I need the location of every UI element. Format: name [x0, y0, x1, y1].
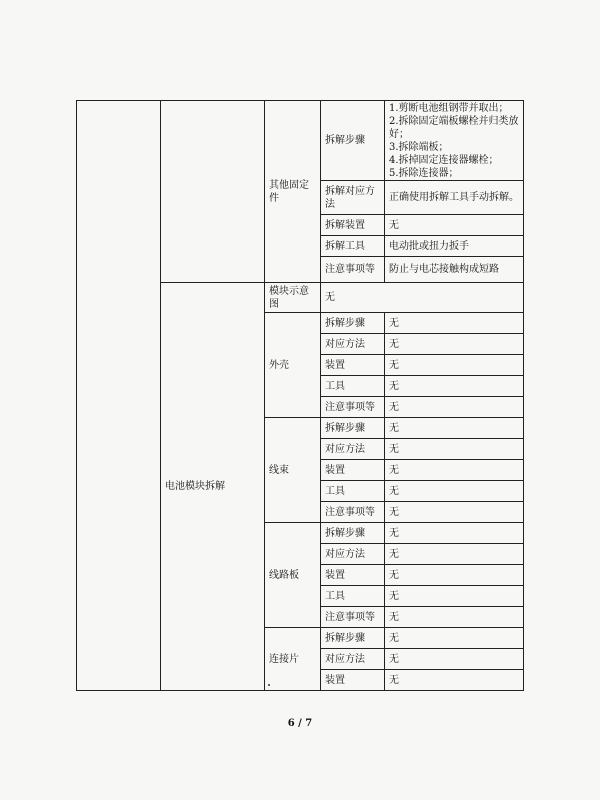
group-name: 线路板 [265, 523, 321, 628]
row-label: 拆解步骤 [321, 628, 385, 649]
row-label: 注意事项等 [321, 502, 385, 523]
disassembly-table [76, 100, 524, 691]
row-label-device: 拆解装置 [321, 215, 385, 236]
row-value: 无 [385, 481, 524, 502]
blank-second-column [161, 101, 265, 283]
row-label: 注意事项等 [321, 607, 385, 628]
row-value: 无 [385, 586, 524, 607]
row-value: 无 [385, 565, 524, 586]
row-value: 无 [385, 355, 524, 376]
row-label: 对应方法 [321, 334, 385, 355]
module-title: 电池模块拆解 [161, 283, 265, 691]
row-value: 无 [385, 460, 524, 481]
page-number: 6 / 7 [287, 718, 313, 729]
row-value: 无 [385, 418, 524, 439]
group-name: 线束 [265, 418, 321, 523]
row-label: 装置 [321, 565, 385, 586]
row-value: 无 [385, 670, 524, 691]
row-value: 无 [385, 628, 524, 649]
row-label: 对应方法 [321, 544, 385, 565]
row-value-method: 正确使用拆解工具手动拆解。 [385, 181, 524, 215]
row-label-notes: 注意事项等 [321, 257, 385, 283]
row-value-steps: 1.剪断电池组钢带并取出； 2.拆除固定端板螺栓并归类放好； 3.拆除端板； 4.拆掉固定连接器螺栓； 5.拆除连接器； [385, 101, 524, 181]
blank-first-column [77, 101, 161, 691]
row-value-tool: 电动批或扭力扳手 [385, 236, 524, 257]
row-label: 注意事项等 [321, 397, 385, 418]
row-value: 无 [385, 649, 524, 670]
row-value: 无 [385, 313, 524, 334]
row-value: 无 [385, 607, 524, 628]
module-diagram-value: 无 [321, 283, 524, 313]
row-label: 装置 [321, 355, 385, 376]
row-label: 工具 [321, 481, 385, 502]
row-label: 工具 [321, 586, 385, 607]
group-name: 连接片 [265, 628, 321, 691]
module-diagram-label: 模块示意图 [265, 283, 321, 313]
scan-speck [268, 684, 270, 686]
row-value: 无 [385, 439, 524, 460]
row-label: 对应方法 [321, 649, 385, 670]
row-value-notes: 防止与电芯接触构成短路 [385, 257, 524, 283]
row-label: 拆解步骤 [321, 523, 385, 544]
row-label: 拆解步骤 [321, 313, 385, 334]
row-value: 无 [385, 334, 524, 355]
row-label-tool: 拆解工具 [321, 236, 385, 257]
row-value: 无 [385, 397, 524, 418]
row-label: 对应方法 [321, 439, 385, 460]
row-label: 装置 [321, 460, 385, 481]
row-value: 无 [385, 544, 524, 565]
row-label: 工具 [321, 376, 385, 397]
row-value: 无 [385, 376, 524, 397]
group-other-fixtures: 其他固定件 [265, 101, 321, 283]
row-label: 拆解步骤 [321, 418, 385, 439]
row-value: 无 [385, 523, 524, 544]
row-label-method: 拆解对应方法 [321, 181, 385, 215]
row-label-steps: 拆解步骤 [321, 101, 385, 181]
group-name: 外壳 [265, 313, 321, 418]
row-label: 装置 [321, 670, 385, 691]
row-value-device: 无 [385, 215, 524, 236]
row-value: 无 [385, 502, 524, 523]
